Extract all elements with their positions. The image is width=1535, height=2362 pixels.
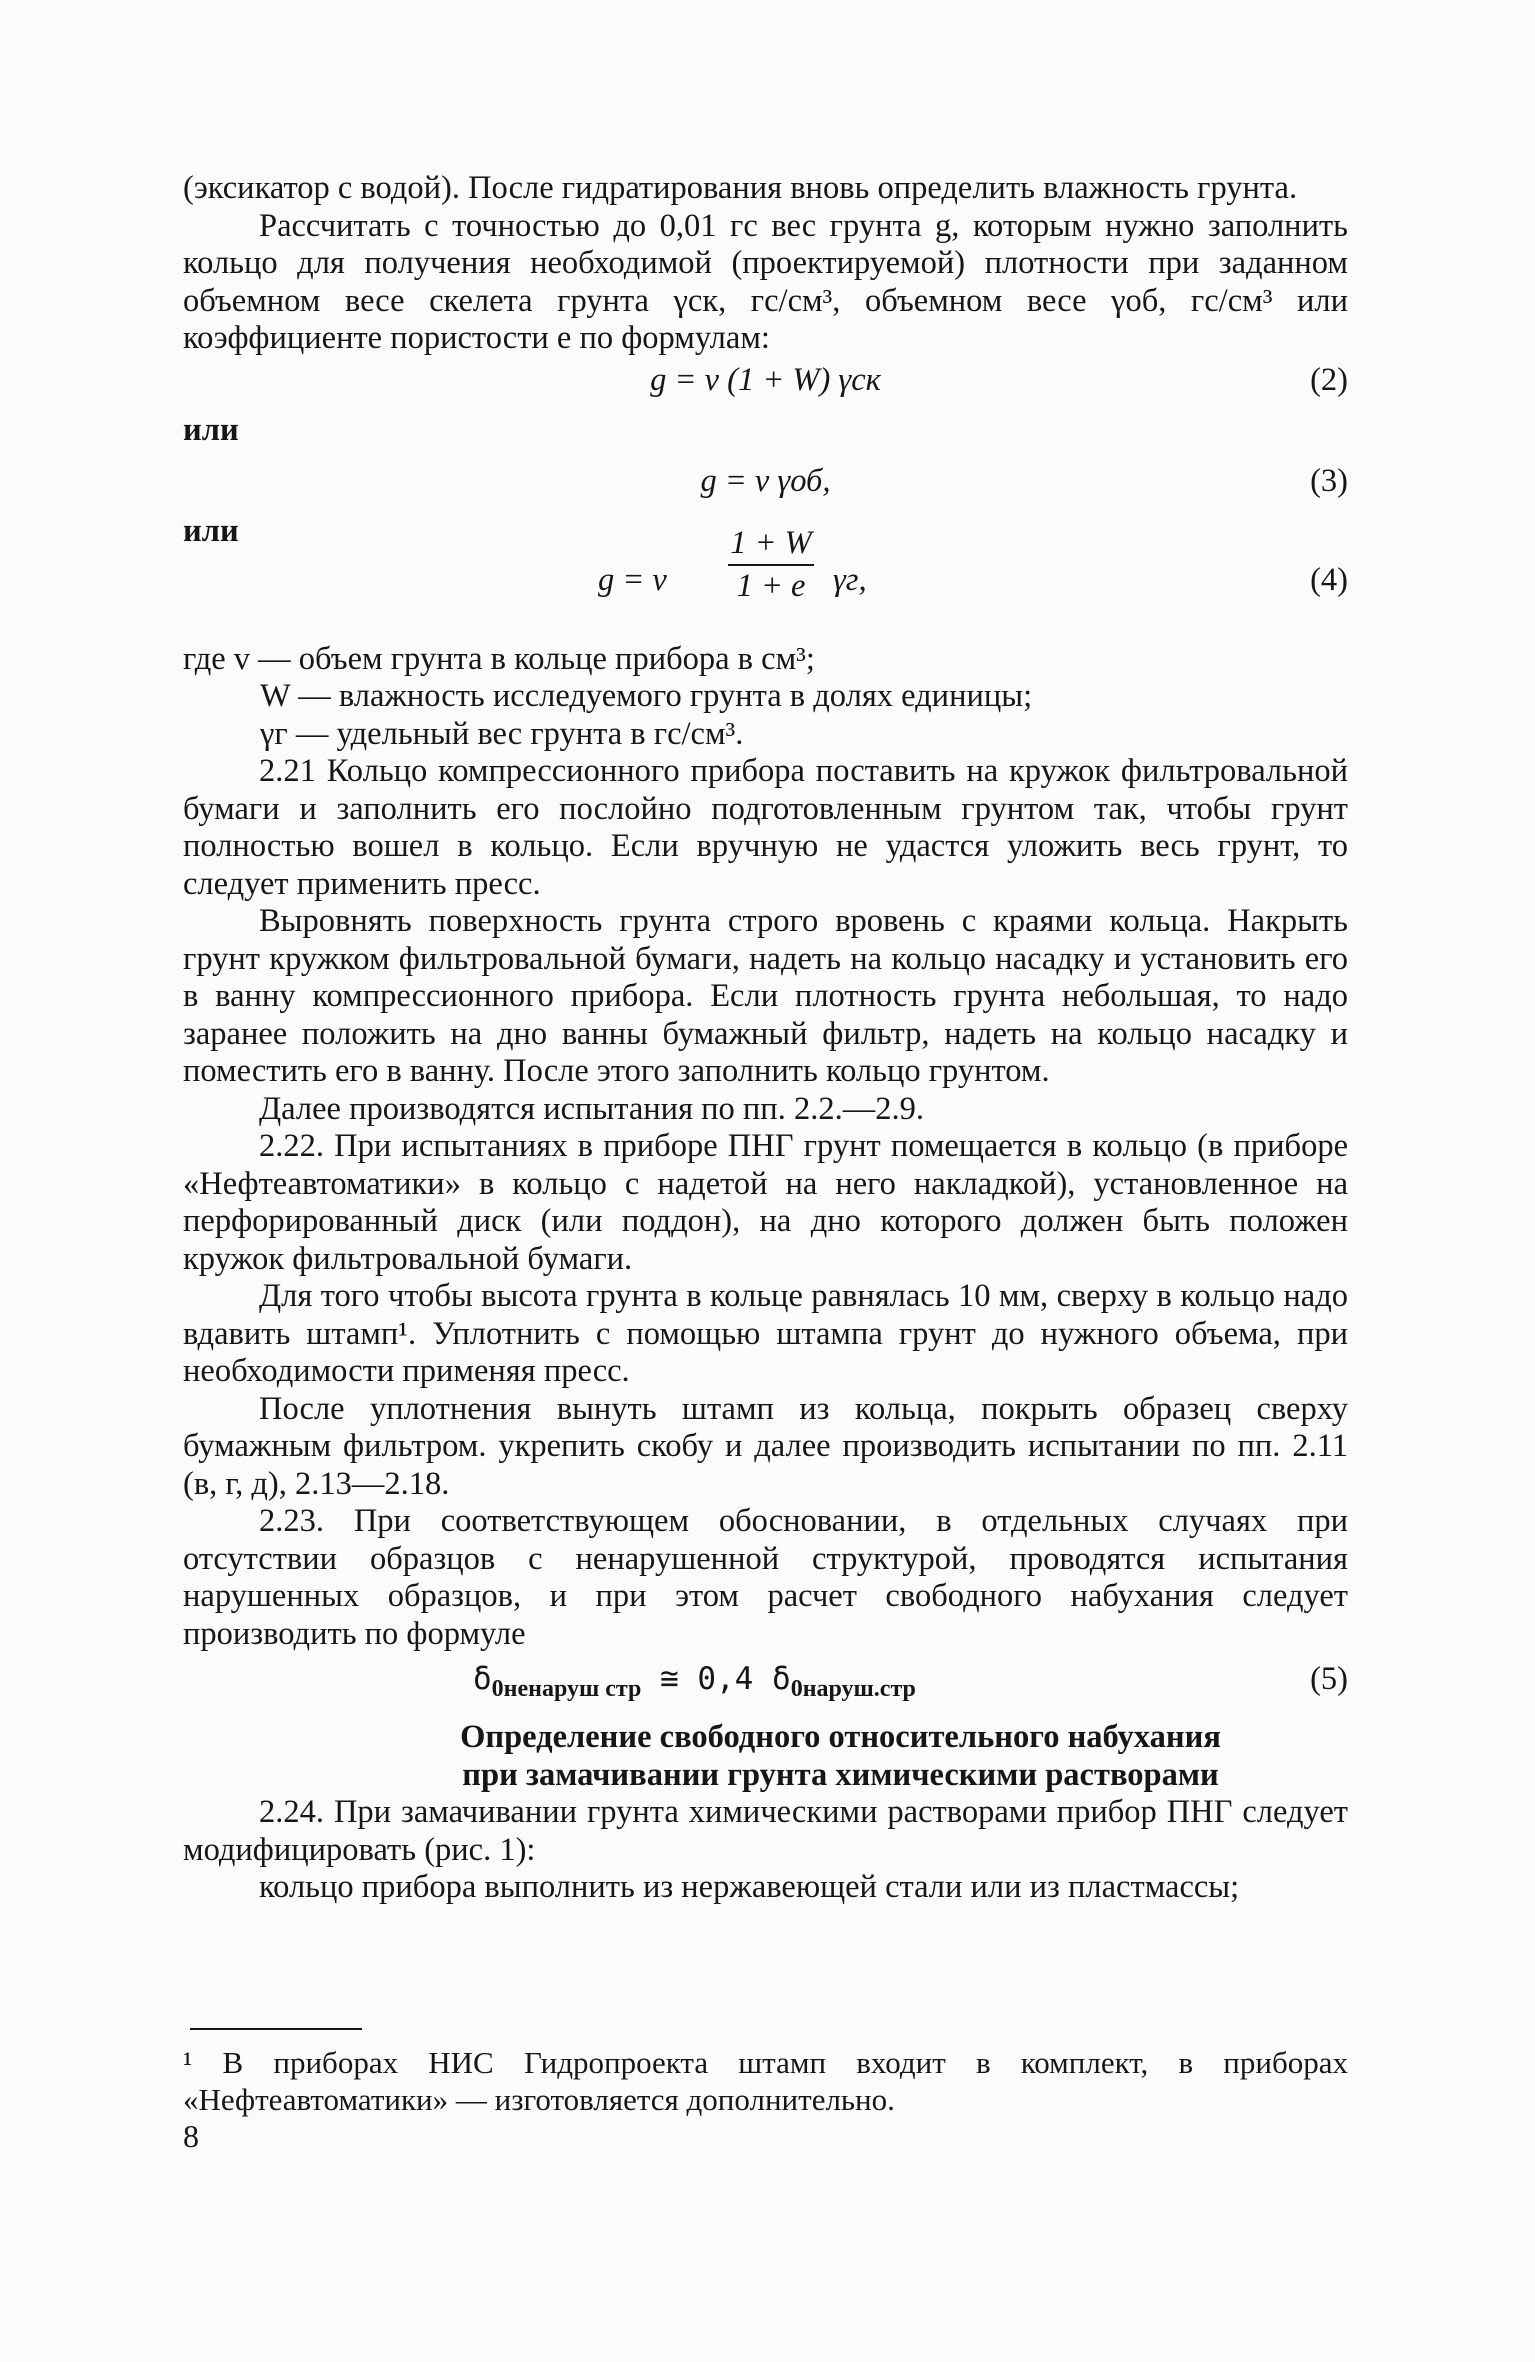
formula-rhs: γг, — [833, 561, 867, 598]
footnote: ¹ В приборах НИС Гидропроекта штамп входит в комплект, в приборах «Нефтеавтоматики» — изготовляется дополнительно. — [183, 2045, 1348, 2117]
paragraph: кольцо прибора выполнить из нержавеющей стали или из пластмассы; — [259, 1869, 1240, 1905]
formula-4 — [183, 525, 1348, 641]
formula-number: (3) — [1310, 463, 1348, 499]
paragraph: Рассчитать с точностью до 0,01 гс вес грунта g, которым нужно заполнить кольцо для получения необходимой (проектируемой) плотности при заданном объемном весе скелета грунта γск, гс/см³, объемном весе γоб, гс/см³ или коэффициенте пористости е по формулам: — [183, 207, 1348, 356]
formula-lhs: g = v — [598, 561, 667, 598]
formula-expression: g = v γоб, — [700, 463, 831, 499]
fraction — [728, 525, 814, 606]
section-heading: при замачивании грунта химическими растворами — [462, 1756, 1219, 1793]
connector-word: или — [183, 513, 239, 549]
paragraph: Далее производятся испытания по пп. 2.2.—2.9. — [259, 1090, 924, 1127]
paragraph: 2.23. При соответствующем обосновании, в отдельных случаях при отсутствии образцов с ненарушенной структурой, проводятся испытания нарушенных образцов, и при этом расчет свободного набухания следует производить по формуле — [183, 1503, 1348, 1652]
paragraph: 2.22. При испытаниях в приборе ПНГ грунт помещается в кольцо (в приборе «Нефтеавтоматики» в кольцо с надетой на него накладкой), установленное на перфорированный диск (или поддон), на дно которого должен быть положен кружок фильтровальной бумаги. — [183, 1128, 1348, 1277]
formula-3 — [183, 463, 1348, 500]
page-number: 8 — [183, 2118, 199, 2154]
footnote-divider — [190, 2028, 362, 2030]
formula-expression: $\delta_{0ненаруш стр}$ ≅ 0,4 $\delta_{0наруш.стр}$ — [473, 1661, 916, 1703]
formula-5 — [183, 1661, 1348, 1709]
formula-number: (2) — [1310, 361, 1348, 398]
section-heading: Определение свободного относительного набухания — [460, 1719, 1221, 1755]
paragraph: Выровнять поверхность грунта строго вровень с краями кольца. Накрыть грунт кружком фильтровальной бумаги, надеть на кольцо насадку и установить его в ванну компрессионного прибора. Если плотность грунта небольшая, то надо заранее положить на дно ванны бумажный фильтр, надеть на кольцо насадку и поместить его в ванну. После этого заполнить кольцо грунтом. — [183, 903, 1348, 1089]
connector-word: или — [183, 411, 239, 448]
formula-number: (4) — [1310, 561, 1348, 598]
formula-number: (5) — [1310, 1661, 1348, 1697]
body-text — [183, 170, 1348, 1907]
definitions — [183, 641, 1348, 754]
paragraph: 2.21 Кольцо компрессионного прибора поставить на кружок фильтровальной бумаги и заполнить его послойно подготовленным грунтом так, чтобы грунт полностью вошел в кольцо. Если вручную не удастся уложить весь грунт, то следует применить пресс. — [183, 753, 1348, 902]
definition: где v — объем грунта в кольце прибора в см³; — [183, 640, 815, 677]
formula-2 — [183, 362, 1348, 399]
formula-expression: g = v (1 + W) γск — [650, 361, 881, 398]
paragraph: После уплотнения вынуть штамп из кольца, покрыть образец сверху бумажным фильтром. укрепить скобу и далее производить испытании по пп. 2.11 (в, г, д), 2.13—2.18. — [183, 1390, 1348, 1502]
paragraph: (эксикатор с водой). После гидратирования вновь определить влажность грунта. — [183, 170, 1298, 206]
fraction-numerator: 1 + W — [728, 525, 814, 567]
paragraph: 2.24. При замачивании грунта химическими растворами прибор ПНГ следует модифицировать (рис. 1): — [183, 1794, 1348, 1868]
definition: W — влажность исследуемого грунта в долях единицы; — [260, 678, 1033, 714]
fraction-denominator: 1 + e — [736, 568, 806, 604]
definition: γг — удельный вес грунта в гс/см³. — [260, 715, 744, 752]
paragraph: Для того чтобы высота грунта в кольце равнялась 10 мм, сверху в кольцо надо вдавить штамп¹. Уплотнить с помощью штампа грунт до нужного объема, при необходимости применяя пресс. — [183, 1278, 1348, 1389]
